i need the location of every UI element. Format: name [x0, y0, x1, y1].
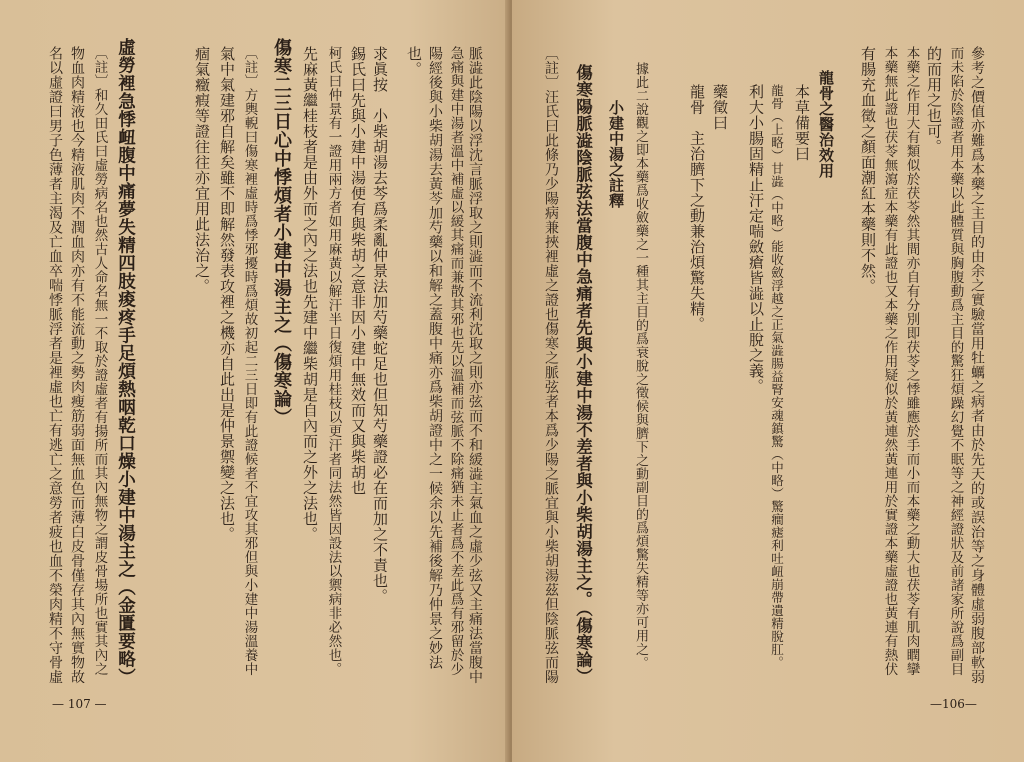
text-column: 本草備要曰 [793, 84, 811, 162]
section-heading: 傷寒二三日心中悸煩者小建中湯主之（傷寒論） [271, 38, 292, 427]
text-column: 本藥無此證也茯苓無瀉症本藥有此證也又本藥之作用疑似於黃連然黃連用於實證本藥虛證也黃連有熱伏 [881, 46, 898, 676]
note-column: 物血肉精液也今精液肌肉不潤血肉亦有不能流動之勢肉瘦筋弱面無血色而薄白皮骨僅存其內無實物故 [69, 46, 85, 684]
page-107 [0, 0, 510, 762]
text-column: 急痛與建中湯者溫中補虛以緩其痛而兼散其邪也先以溫補而弦脈不除痛猶未止者爲不差此爲有邪留於少 [447, 46, 464, 676]
text-column: 本藥之作用大有類似於茯苓然其間亦自有分別即茯苓之悸雖應於手而小而本藥之動大也茯苓有肌肉瞤攣 [903, 46, 920, 676]
text-column: 藥徵曰 [711, 84, 729, 131]
text-column: 陽經後與小柴胡湯去黃芩加芍藥以和解之蓋腹中痛亦爲柴胡證中之一候余以先補後解乃仲景之妙法 [427, 46, 443, 670]
note-column: 〔註〕和久田氏曰虛勞病名也然古人命名無一不取於證虛者有揚所而其內無物之謂皮骨場所也實其內之 [91, 46, 108, 676]
text-column: 龍骨（上略）甘澁（中略）能收斂浮越之正氣澁腸益腎安魂鎮驚（中略）驚癎瘧利吐衄崩帶遺精脫肛。 [769, 84, 785, 669]
text-column: 求眞按 小柴胡湯去芩爲柔亂仲景法加芍藥蛇足也但知芍藥證必在而加之不責也。 [371, 46, 389, 604]
text-column: 有腸充血徵之顏面潮紅本藥則不然。 [859, 46, 877, 294]
text-column: 參考之價值亦難爲本藥之主目的由余之實驗當用牡蠣之病者由於先天的或誤治等之身體虛弱腹部軟弱 [969, 46, 985, 684]
text-column: 龍骨 主治臍下之動兼治煩驚失精。 [688, 84, 706, 332]
section-heading: 虛勞裡急悸衄腹中痛夢失精四肢痠疼手足煩熱咽乾口燥小建中湯主之（金匱要略） [115, 38, 136, 686]
text-column: 錫氏曰先與小建中湯便有與柴胡之意非因小建中無效而又與柴胡也 [349, 46, 367, 496]
note-column: 〔註〕方輿輗曰傷寒裡虛時爲悸邪擾時爲煩故初起二三日即有此證候者不宜攻其邪但與小建中湯溫養中 [241, 46, 258, 676]
page-number: —106— [930, 697, 977, 711]
text-column: 的而用之也可。 [925, 46, 943, 155]
section-heading: 傷寒陽脈澁陰脈弦法當腹中急痛者先與小建中湯不差者與小柴胡湯主之。（傷寒論） [573, 64, 593, 685]
page-number: — 107 — [52, 697, 107, 711]
text-column: 而未陷於陰證者用本藥以此體質與胸腹動爲主目的驚狂煩躁幻覺不眠等之神經證狀及前諸家所說爲副目 [947, 46, 964, 676]
note-column: 痼氣癥瘕等證往往亦宜用此法治之。 [193, 46, 211, 294]
page-106 [512, 0, 1024, 762]
text-column: 柯氏曰仲景有一證用兩方者如用麻黃以解汗半日復煩用桂枝以更汗者同法然皆因設法以禦病非必然也。 [325, 46, 342, 676]
text-column: 利大小腸固精止汗定喘斂瘡皆澁以止脫之義。 [747, 84, 765, 394]
note-column: 〔註〕汪氏曰此條乃少陽病兼挾裡虛之證也傷寒之脈弦者本爲少陽之脈宜與小柴胡湯茲但陰脈弦而陽 [543, 46, 559, 684]
text-column: 據此二說觀之即本藥爲收斂藥之一種其主目的爲衰脫之徵候與臍下之動副目的爲煩驚失精等亦可用之。 [633, 62, 648, 670]
text-column: 先麻黃繼桂枝者是由外而之內之法也先建中繼柴胡是自內而之外之法也。 [301, 46, 319, 542]
note-column: 氣中氣建邪自解矣雖不即解然發表攻裡之機亦自此出是仲景禦變之法也。 [218, 46, 236, 542]
note-column: 名以虛證曰男子色薄者主渴及亡血卒喘悸脈浮者是裡虛也亡有逃亡之意勞者疲也血不榮肉精不守骨虛 [47, 46, 63, 684]
section-heading: 龍骨之醫治效用 [817, 70, 835, 179]
text-column: 也。 [405, 46, 423, 77]
section-heading: 小建中湯之註釋 [607, 100, 625, 209]
text-column: 脈澁此陰陽以浮沈言脈浮取之則澁而不流利沈取之則亦弦而不和緩澁主氣血之虛少弦又主痛法當腹中 [467, 46, 483, 684]
